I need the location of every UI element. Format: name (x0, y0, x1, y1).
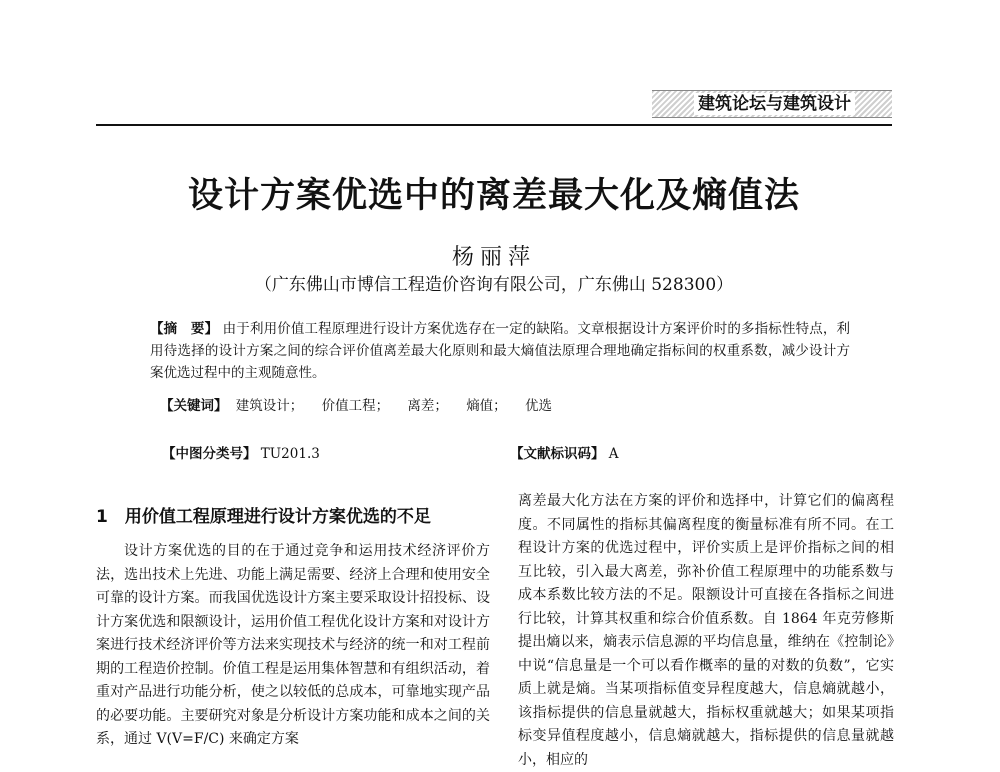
keyword: 建筑设计； (235, 398, 304, 414)
document-code (510, 442, 619, 462)
document-code-label: 【文献标识码】 (510, 446, 605, 462)
body-column-left (96, 540, 490, 752)
header-rule (96, 124, 892, 126)
paper-title: 设计方案优选中的离差最大化及熵值法 (187, 175, 800, 216)
keyword: 优选 (524, 398, 552, 414)
body-paragraph: 设计方案优选的目的在于通过竞争和运用技术经济评价方法，选出技术上先进、功能上满足需要、经济上合理和使用安全可靠的设计方案。而我国优选设计方案主要采取设计招投标、设计方案优选和限额设计，运用价值工程优化设计方案和对设计方案进行技术经济评价等方法来实现技术与经济的统一和对工程前期的工程造价控制。价值工程是运用集体智慧和有组织活动，着重对产品进行功能分析，使之以较低的总成本，可靠地实现产品的必要功能。主要研究对象是分析设计方案功能和成本之间的关系，通过 V(V=F/C) 来确定方案 (96, 543, 490, 747)
keyword: 离差； (407, 398, 448, 414)
body-paragraph: 离差最大化方法在方案的评价和选择中，计算它们的偏离程度。不同属性的指标其偏离程度的衡量标准有所不同。在工程设计方案的优选过程中，评价实质上是评价指标之间的相互比较，引入最大离差，弥补价值工程原理中的功能系数与成本系数比较方法的不足。限额设计可直接在各指标之间进行比较，计算其权重和综合价值系数。自 1864 年克劳修斯提出熵以来，熵表示信息源的平均信息量，维纳在《控制论》中说“信息量是一个可以看作概率的量的对数的负数”，它实质上就是熵。当某项指标值变异程度越大，信息熵就越小，该指标提供的信息量就越大，指标权重就越大；如果某项指标变异值程度越小，信息熵就越大，指标提供的信息量就越小，相应的 (518, 493, 894, 768)
keyword: 价值工程； (321, 398, 390, 414)
abstract (150, 318, 850, 384)
classification-value: TU201.3 (260, 446, 320, 462)
keyword: 熵值； (466, 398, 507, 414)
journal-section-banner (652, 90, 892, 118)
keywords-label: 【关键词】 (160, 398, 228, 414)
section-heading: 1 用价值工程原理进行设计方案优选的不足 (96, 507, 431, 527)
classification-number (162, 442, 320, 462)
keywords (160, 394, 562, 414)
abstract-label: 【摘 要】 (150, 321, 219, 337)
body-column-right (518, 490, 894, 772)
classification-label: 【中图分类号】 (162, 446, 257, 462)
banner-text: 建筑论坛与建筑设计 (694, 93, 855, 115)
author-affiliation: （广东佛山市博信工程造价咨询有限公司，广东佛山 528300） (254, 275, 734, 295)
document-code-value: A (608, 446, 619, 462)
abstract-text: 由于利用价值工程原理进行设计方案优选存在一定的缺陷。文章根据设计方案评价时的多指标性特点，利用待选择的设计方案之间的综合评价值离差最大化原则和最大熵值法原理合理地确定指标间的权重系数，减少设计方案优选过程中的主观随意性。 (150, 321, 851, 381)
author-name: 杨丽萍 (451, 245, 536, 270)
